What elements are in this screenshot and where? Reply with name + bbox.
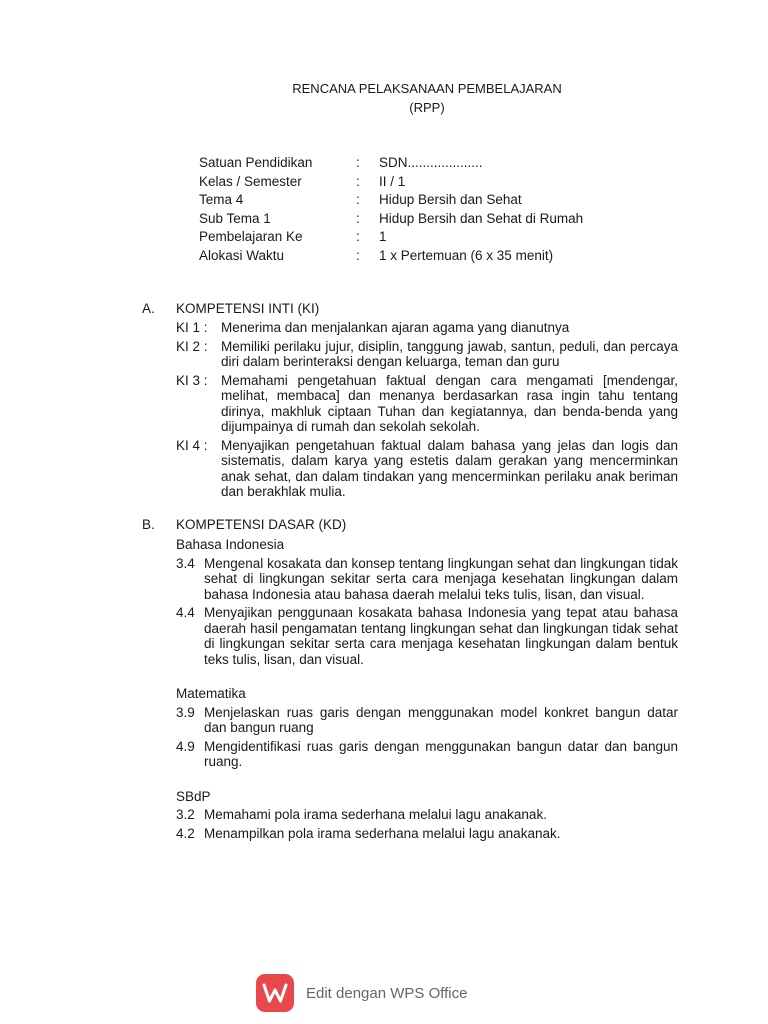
identity-row [199, 173, 583, 192]
ki-list [176, 320, 678, 503]
identity-label: Kelas / Semester [199, 173, 302, 189]
kd-number: 4.9 [176, 738, 195, 754]
kd-item [176, 705, 678, 736]
kd-text: Mengidentifikasi ruas garis dengan menggunakan bangun datar dan bangun ruang. [204, 738, 678, 769]
kd-number: 3.2 [176, 807, 195, 822]
wps-edit-button[interactable] [256, 974, 467, 1012]
identity-label: Satuan Pendidikan [199, 155, 313, 170]
ki-code: KI 4 : [176, 437, 208, 453]
identity-colon: : [356, 247, 360, 263]
ki-item [176, 339, 678, 370]
wps-edit-label: Edit dengan WPS Office [306, 984, 468, 1002]
identity-value: 1 x Pertemuan (6 x 35 menit) [379, 247, 554, 263]
document-title: RENCANA PELAKSANAAN PEMBELAJARAN [292, 81, 562, 96]
kd-text: Menjelaskan ruas garis dengan menggunakan model konkret bangun datar dan bangun ruang [204, 704, 678, 735]
identity-colon: : [356, 210, 360, 226]
section-a-heading [142, 300, 319, 318]
identity-label: Sub Tema 1 [199, 210, 271, 226]
kd-text: Mengenal kosakata dan konsep tentang lingkungan sehat dan lingkungan tidak sehat di lingkungan sekitar serta cara menjaga kesehatan lingkungan dalam bahasa Indonesia atau bahasa daerah melalui teks tulis, lisan, dan visual. [204, 555, 678, 602]
subject-heading: Bahasa Indonesia [176, 537, 285, 552]
identity-colon: : [356, 173, 360, 189]
identity-value: Hidup Bersih dan Sehat di Rumah [379, 210, 584, 226]
section-letter: A. [142, 301, 155, 316]
document-subtitle: (RPP) [409, 100, 445, 115]
identity-label: Alokasi Waktu [199, 247, 285, 263]
wps-logo-icon [256, 974, 294, 1012]
kd-text: Menampilkan pola irama sederhana melalui lagu anakanak. [204, 825, 561, 841]
section-letter: B. [142, 517, 155, 532]
identity-label: Pembelajaran Ke [199, 229, 303, 244]
identity-colon: : [356, 192, 360, 207]
ki-item [176, 373, 678, 435]
kd-number: 3.9 [176, 704, 195, 720]
identity-label: Tema 4 [199, 192, 244, 207]
identity-value: SDN.................... [379, 155, 483, 170]
subject-heading: Matematika [176, 686, 246, 701]
section-title: KOMPETENSI INTI (KI) [176, 301, 320, 316]
kd-text: Memahami pola irama sederhana melalui lagu anakanak. [204, 807, 547, 822]
kd-number: 4.4 [176, 605, 195, 620]
kd-item [176, 807, 678, 823]
ki-code: KI 2 : [176, 338, 208, 354]
subject-heading: SBdP [176, 788, 211, 804]
identity-value: Hidup Bersih dan Sehat [379, 192, 522, 207]
kd-list [176, 535, 678, 844]
identity-value: 1 [379, 229, 387, 244]
section-b-heading [142, 516, 346, 534]
kd-number: 4.2 [176, 825, 195, 841]
kd-item [176, 605, 678, 667]
ki-item [176, 320, 678, 336]
section-title: KOMPETENSI DASAR (KD) [176, 517, 347, 532]
ki-code: KI 3 : [176, 372, 208, 388]
identity-row [199, 247, 583, 266]
kd-text: Menyajikan penggunaan kosakata bahasa Indonesia yang tepat atau bahasa daerah hasil pengamatan tentang lingkungan sehat dan lingkungan tidak sehat di lingkungan sekitar serta cara menjaga kesehatan lingkungan dalam bentuk teks tulis, lisan, dan visual. [204, 605, 678, 667]
kd-item [176, 739, 678, 770]
ki-text: Memiliki perilaku jujur, disiplin, tanggung jawab, santun, peduli, dan percaya diri dalam berinteraksi dengan keluarga, teman dan guru [221, 338, 678, 369]
identity-colon: : [356, 229, 360, 244]
identity-table [199, 154, 583, 265]
identity-row [199, 210, 583, 229]
ki-text: Menyajikan pengetahuan faktual dalam bahasa yang jelas dan logis dan sistematis, dalam karya yang estetis dalam gerakan yang mencerminkan anak sehat, dan dalam tindakan yang mencerminkan perilaku anak beriman dan berakhlak mulia. [221, 437, 678, 499]
identity-colon: : [356, 155, 360, 170]
identity-row [199, 228, 583, 247]
identity-row [199, 154, 583, 173]
kd-item [176, 556, 678, 603]
ki-code: KI 1 : [176, 320, 208, 335]
ki-text: Memahami pengetahuan faktual dengan cara mengamati [mendengar, melihat, membaca] dan menanya berdasarkan rasa ingin tahu tentang dirinya, makhluk ciptaan Tuhan dan kegiatannya, dan benda-benda yang dijumpainya di rumah dan sekolah sekolah. [221, 372, 678, 434]
ki-item [176, 438, 678, 500]
ki-text: Menerima dan menjalankan ajaran agama yang dianutnya [221, 320, 570, 335]
kd-item [176, 826, 678, 842]
identity-row [199, 191, 583, 210]
identity-value: II / 1 [379, 173, 406, 189]
kd-number: 3.4 [176, 555, 195, 571]
